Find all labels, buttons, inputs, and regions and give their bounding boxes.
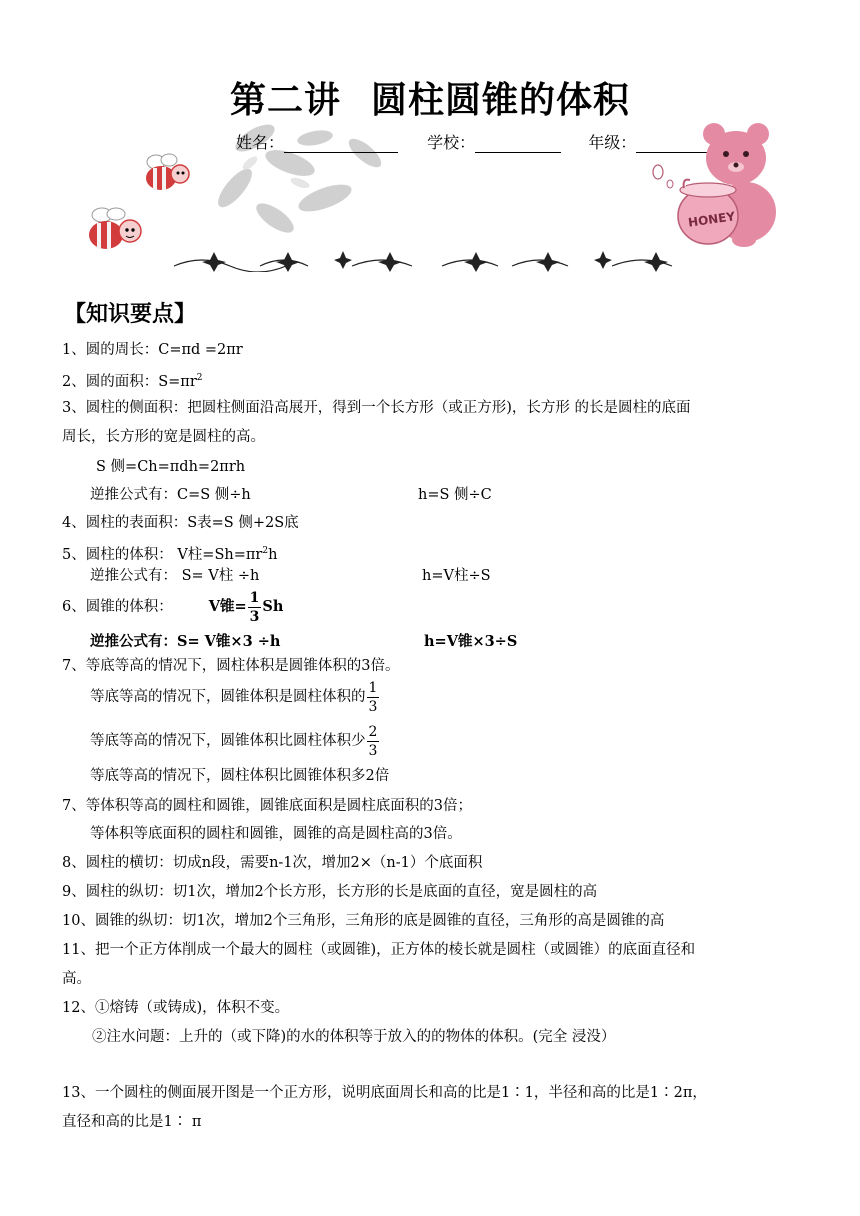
point-2: 2、圆的面积：$S=\pi r^2$ — [62, 373, 203, 390]
point-13-line-1: 13、一个圆柱的侧面展开图是一个正方形，说明底面周长和高的比是1∶1，半径和高的比是1∶2π， — [62, 1085, 707, 1101]
school-label: 学校： — [427, 133, 476, 152]
point-7a: 7、等底等高的情况下，圆柱体积是圆锥体积的3倍。 — [62, 658, 400, 674]
point-5-inverse-right: h=V柱÷S — [422, 568, 491, 584]
fraction-one-third: $\frac{1}{3}$ — [249, 589, 260, 625]
student-info-bar — [236, 130, 712, 153]
page-title — [0, 72, 860, 123]
flower-border-divider — [172, 246, 702, 272]
point-13-line-2: 直径和高的比是1∶ π — [62, 1114, 202, 1130]
name-label: 姓名： — [236, 133, 285, 152]
bee-top-icon — [136, 148, 196, 198]
point-3-inverse-left: 逆推公式有：C=S 侧÷h — [90, 487, 251, 503]
point-3-inverse-right: h=S 侧÷C — [418, 487, 492, 503]
point-7e: 7、等体积等高的圆柱和圆锥，圆锥底面积是圆柱底面积的3倍； — [62, 798, 472, 814]
point-10: 10、圆锥的纵切：切1次，增加2个三角形，三角形的底是圆锥的直径，三角形的高是圆锥的高 — [62, 913, 665, 929]
point-4: 4、圆柱的表面积：S表=S 侧+2S底 — [62, 515, 299, 531]
point-8: 8、圆柱的横切：切成n段，需要n-1次，增加2×（n-1）个底面积 — [62, 855, 483, 871]
point-3-line-1: 3、圆柱的侧面积：把圆柱侧面沿高展开，得到一个长方形（或正方形)，长方形 的长是圆柱的底面 — [62, 400, 691, 416]
point-3-line-2: 周长，长方形的宽是圆柱的高。 — [62, 429, 265, 445]
grade-label: 年级： — [588, 133, 637, 152]
bee-bottom-icon — [80, 205, 152, 257]
name-field[interactable] — [284, 136, 398, 153]
point-12a: 12、①熔铸（或铸成)，体积不变。 — [62, 1000, 290, 1016]
point-5: 5、圆柱的体积： V柱$=Sh=\pi r^2h$ — [62, 546, 278, 563]
point-11-line-1: 11、把一个正方体削成一个最大的圆柱（或圆锥)，正方体的棱长就是圆柱（或圆锥）的底面直径和 — [62, 942, 696, 958]
bear-honey-icon — [648, 120, 780, 250]
point-7f: 等体积等底面积的圆柱和圆锥，圆锥的高是圆柱高的3倍。 — [90, 826, 462, 842]
point-6-inverse-left: 逆推公式有：S= V锥×3 ÷h — [90, 633, 281, 650]
point-7b: 等底等高的情况下，圆锥体积是圆柱体积的 $\frac{1}{3}$ — [90, 679, 378, 715]
point-1: 1、圆的周长：C=πd =2πr — [62, 342, 243, 358]
point-3-formula: S 侧=Ch=πdh=2πrh — [96, 459, 246, 475]
point-6: 6、圆锥的体积： V锥= $\frac{1}{3}$ Sh — [62, 589, 284, 625]
title-lecture-number: 第二讲 — [229, 80, 341, 121]
point-11-line-2: 高。 — [62, 971, 91, 987]
point-9: 9、圆柱的纵切：切1次，增加2个长方形，长方形的长是底面的直径，宽是圆柱的高 — [62, 884, 598, 900]
title-topic: 圆柱圆锥的体积 — [371, 80, 631, 121]
point-6-inverse-right: h=V锥×3÷S — [424, 633, 518, 650]
honey-label: HONEY — [687, 209, 736, 230]
fraction-two-thirds: $\frac{2}{3}$ — [368, 723, 378, 759]
point-7d: 等底等高的情况下，圆柱体积比圆锥体积多2倍 — [90, 768, 390, 784]
section-heading: 【知识要点】 — [64, 302, 197, 327]
school-field[interactable] — [475, 136, 561, 153]
point-12b: ②注水问题：上升的（或下降)的水的体积等于放入的的物体的体积。(完全 浸没） — [92, 1029, 616, 1045]
point-5-inverse-left: 逆推公式有： S= V柱 ÷h — [90, 568, 260, 584]
point-7c: 等底等高的情况下，圆锥体积比圆柱体积少 $\frac{2}{3}$ — [90, 723, 378, 759]
fraction-one-third-b: $\frac{1}{3}$ — [368, 679, 378, 715]
